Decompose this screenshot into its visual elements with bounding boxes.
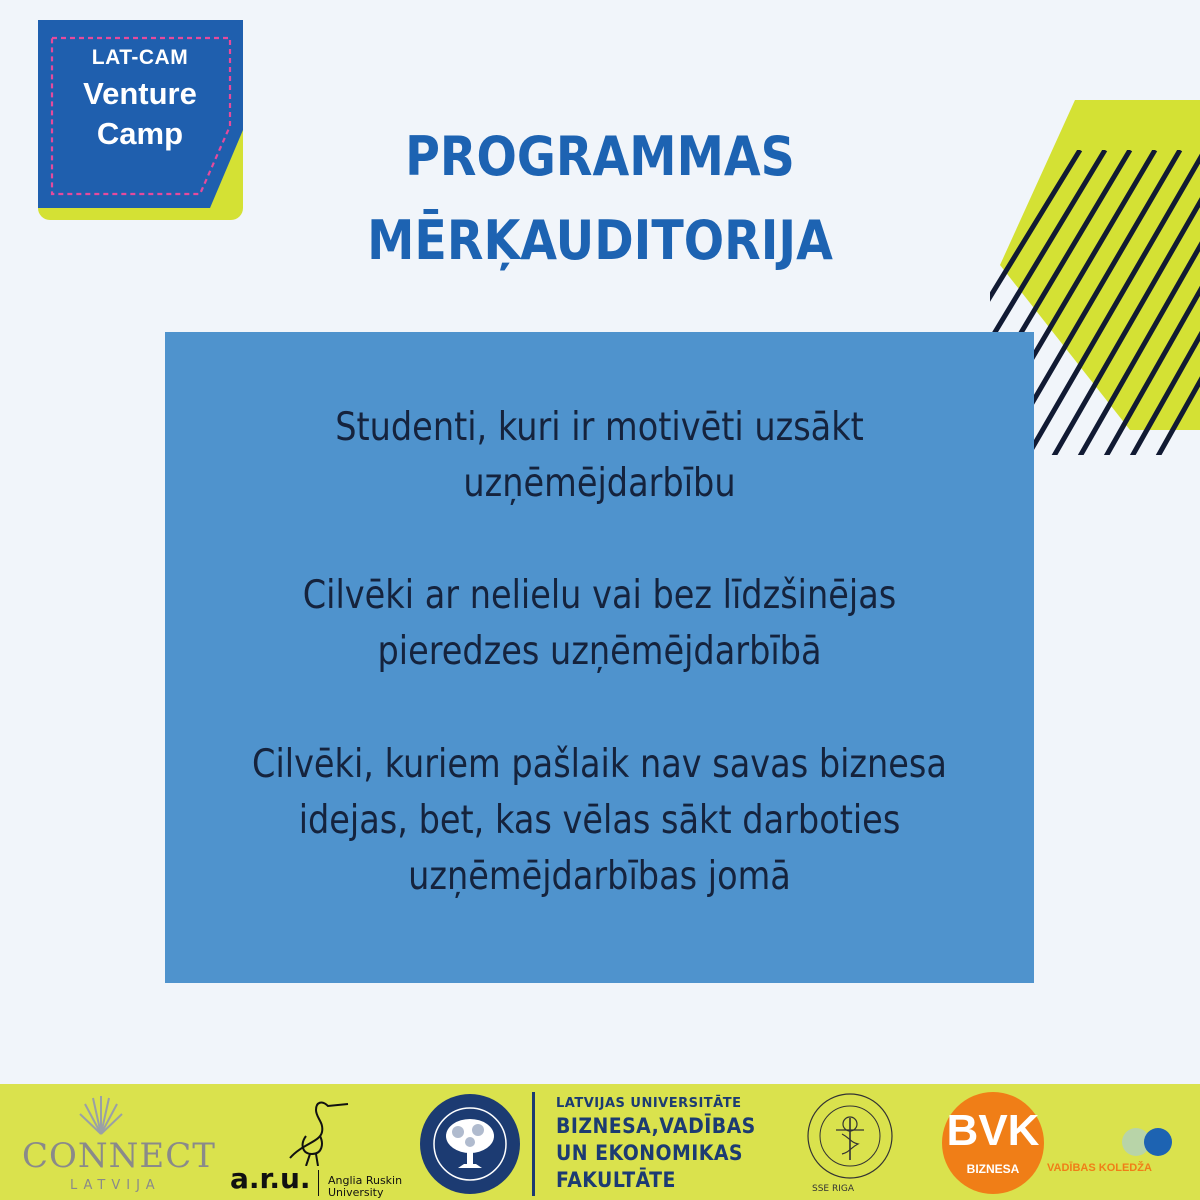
audience-item-beginners <box>226 568 973 680</box>
logo-line1: LAT-CAM <box>91 46 189 69</box>
partner-logos-footer <box>0 1084 1200 1200</box>
sse-riga-seal <box>806 1090 894 1182</box>
audience-item-students <box>226 400 973 512</box>
connect-logo-sub: LATVIJA <box>70 1178 161 1193</box>
audience-text: pieredzes uzņēmējdarbībā <box>377 629 822 674</box>
aru-logo-word: a.r.u. <box>230 1162 311 1195</box>
audience-text: uzņēmējdarbību <box>463 461 736 506</box>
lu-faculty-line1: BIZNESA,VADĪBAS <box>556 1114 756 1138</box>
title-line2: MĒRĶAUDITORIJA <box>367 209 833 272</box>
lu-faculty-top: LATVIJAS UNIVERSITĀTE <box>556 1096 742 1111</box>
aru-logo-sub2: University <box>328 1186 384 1199</box>
university-of-latvia-seal <box>418 1092 522 1196</box>
aru-logo-sub1: Anglia Ruskin <box>328 1174 403 1187</box>
audience-text: Cilvēki ar nelielu vai bez līdzšinējas <box>302 573 897 618</box>
audience-text: Studenti, kuri ir motivēti uzsākt <box>335 405 864 450</box>
lu-divider <box>532 1092 535 1196</box>
aru-divider <box>318 1170 319 1196</box>
aru-heron-icon <box>282 1092 352 1166</box>
logo-line3: Camp <box>96 116 184 151</box>
connect-logo-word: CONNECT <box>22 1136 216 1176</box>
logo-line2: Venture <box>83 76 197 111</box>
lu-faculty-line2: UN EKONOMIKAS <box>556 1141 743 1165</box>
page-title <box>248 115 952 283</box>
bvk-logo-main: BVK <box>946 1106 1040 1155</box>
connect-latvija-icon <box>78 1092 124 1136</box>
audience-text: idejas, bet, kas vēlas sākt darboties <box>298 798 901 843</box>
bvk-circles-icon <box>1118 1124 1178 1160</box>
sse-riga-label: SSE RIGA <box>812 1184 855 1194</box>
audience-text: Cilvēki, kuriem pašlaik nav savas biznesa <box>252 742 947 787</box>
lu-faculty-line3: FAKULTĀTE <box>556 1168 676 1192</box>
audience-item-no-idea <box>226 737 973 905</box>
bvk-logo-sub: BIZNESA <box>966 1162 1020 1176</box>
audience-text: uzņēmējdarbības jomā <box>408 854 791 899</box>
title-line1: PROGRAMMAS <box>405 125 795 188</box>
target-audience-panel <box>165 332 1034 983</box>
bvk-college-label: VADĪBAS KOLEDŽA <box>1047 1162 1152 1174</box>
logo-text <box>40 45 240 151</box>
